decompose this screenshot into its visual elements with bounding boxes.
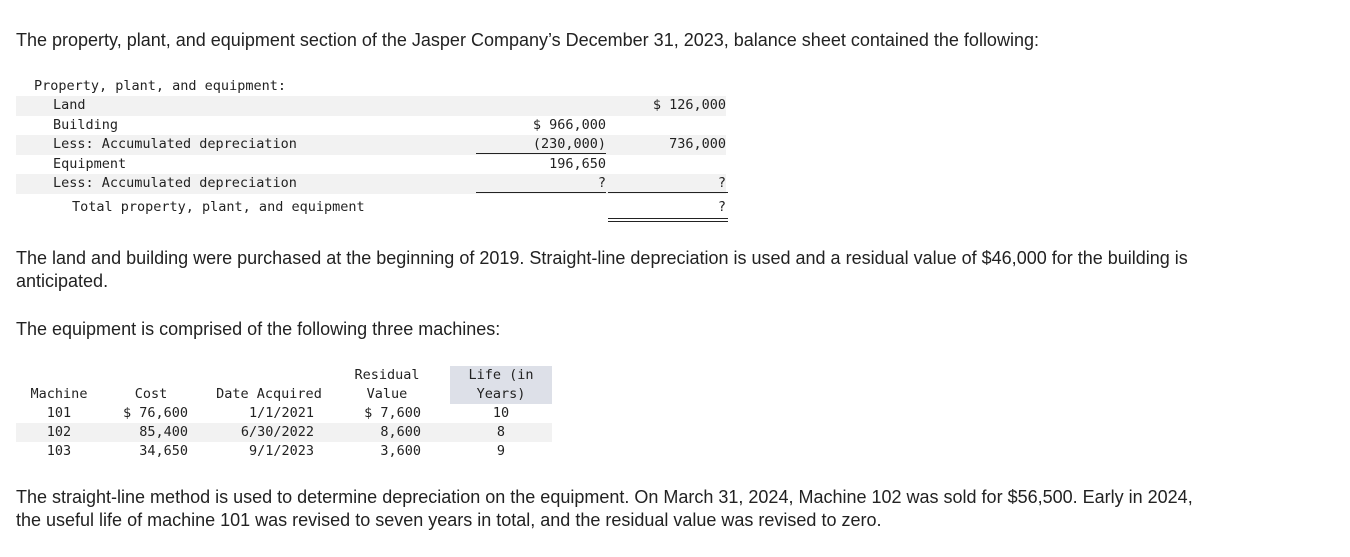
double-underline-bottom xyxy=(608,221,728,222)
table-row xyxy=(16,423,552,442)
header-cost: Cost xyxy=(134,386,168,402)
equipment-intro-text: The equipment is comprised of the following three machines: xyxy=(16,319,501,339)
balance-sheet-row-land xyxy=(16,96,726,116)
row-label: Equipment xyxy=(53,155,127,172)
header-residual-2: Value xyxy=(366,386,408,402)
cell-machine: 101 xyxy=(46,405,72,421)
row-label: Less: Accumulated depreciation xyxy=(53,136,297,152)
header-residual-1: Residual xyxy=(354,367,420,383)
underline-right-column xyxy=(608,192,728,193)
cell-residual: 3,600 xyxy=(380,443,421,459)
straight-line-paragraph: The straight-line method is used to determine depreciation on the equipment. On March 31, 2024, Machine 102 was sold for $56,500. Early in 2024, the useful life of machine 101 was revised to seven years in total, and the residual value was revised to zero. xyxy=(16,487,1193,530)
cell-life: 9 xyxy=(496,443,506,459)
cell-cost: 85,400 xyxy=(139,424,188,440)
balance-sheet-row-equipment-accum-dep xyxy=(16,174,726,194)
balance-sheet-row-building xyxy=(16,116,726,136)
building-paragraph: The land and building were purchased at the beginning of 2019. Straight-line depreciation is used and a residual value of $46,000 for the building is anticipated. xyxy=(16,248,1188,291)
cell-machine: 103 xyxy=(46,443,72,459)
balance-sheet-heading: Property, plant, and equipment: xyxy=(34,78,286,94)
row-mid-value: (230,000) xyxy=(532,136,606,152)
row-label: Less: Accumulated depreciation xyxy=(53,175,297,191)
underline-equipment-subtotal xyxy=(476,192,606,193)
balance-sheet-row-building-accum-dep xyxy=(16,135,726,155)
total-label: Total property, plant, and equipment xyxy=(72,199,365,215)
cell-cost: 34,650 xyxy=(139,443,188,459)
row-right-value: ? xyxy=(717,175,726,191)
row-mid-value: 196,650 xyxy=(549,155,606,172)
balance-sheet-row-equipment xyxy=(16,155,726,175)
header-machine: Machine xyxy=(30,386,88,402)
cell-life: 10 xyxy=(492,405,510,421)
cell-cost: $ 76,600 xyxy=(122,405,188,421)
row-mid-value: $ 966,000 xyxy=(532,116,606,133)
balance-sheet-row-total xyxy=(16,198,726,218)
double-underline-top xyxy=(608,218,728,219)
table-header-row-2 xyxy=(16,385,552,404)
cell-date: 6/30/2022 xyxy=(240,424,314,440)
cell-life: 8 xyxy=(496,424,506,440)
header-date: Date Acquired xyxy=(216,386,322,402)
table-row xyxy=(16,404,552,423)
row-mid-value: ? xyxy=(597,175,606,191)
total-value: ? xyxy=(717,199,726,215)
cell-residual: $ 7,600 xyxy=(364,405,421,421)
cell-date: 9/1/2023 xyxy=(248,443,314,459)
balance-sheet xyxy=(16,76,736,226)
header-life-1: Life (in xyxy=(468,367,534,383)
row-label: Land xyxy=(53,97,86,113)
underline-building-subtotal xyxy=(476,153,606,154)
table-row xyxy=(16,442,552,461)
row-label: Building xyxy=(53,116,119,133)
equipment-table xyxy=(16,366,556,466)
cell-date: 1/1/2021 xyxy=(248,405,314,421)
header-life-2: Years) xyxy=(476,386,526,402)
row-right-value: 736,000 xyxy=(669,136,726,152)
row-right-value: $ 126,000 xyxy=(652,97,726,113)
cell-residual: 8,600 xyxy=(380,424,421,440)
intro-text: The property, plant, and equipment section of the Jasper Company’s December 31, 2023, balance sheet contained the following: xyxy=(16,30,1039,50)
table-header-row-1 xyxy=(16,366,552,385)
cell-machine: 102 xyxy=(46,424,72,440)
